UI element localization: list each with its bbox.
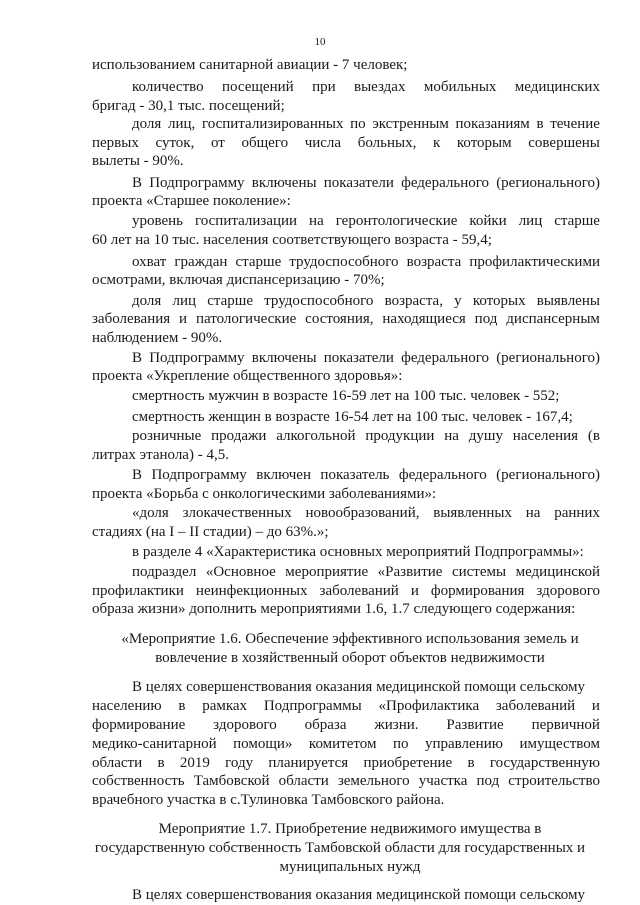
word: федерального (401, 350, 489, 366)
word: населения (512, 428, 579, 444)
text-line (132, 78, 600, 96)
word: трудоспособного (264, 293, 374, 309)
word: включены (251, 350, 317, 366)
word: неинфекционных (195, 583, 308, 599)
text-line: Мероприятие 1.7. Приобретение недвижимого имущества в (158, 821, 542, 837)
word: экстренным (372, 116, 449, 132)
text-line: государственную собственность Тамбовской области для государственных и (94, 840, 586, 856)
page-number: 10 (314, 36, 326, 48)
text-line (92, 582, 600, 600)
word: здорового (536, 583, 600, 599)
word: при (312, 79, 336, 95)
word: доля (132, 293, 162, 309)
word: диспансерным (506, 311, 600, 327)
word: «Развитие (377, 564, 443, 580)
word: койки (469, 213, 507, 229)
word: В (132, 350, 143, 366)
word: старше (207, 293, 253, 309)
text-line: В целях совершенствования оказания медицинской помощи сельскому (132, 679, 585, 695)
word: лиц (518, 213, 543, 229)
text-line (132, 466, 600, 484)
word: имуществом (519, 736, 600, 752)
text-line: В целях совершенствования оказания медицинской помощи сельскому (132, 887, 585, 903)
word: алкогольной (276, 428, 356, 444)
word: количество (132, 79, 204, 95)
word: к (432, 135, 441, 151)
text-line (132, 292, 600, 310)
word: охват (132, 254, 167, 270)
word: системы (451, 564, 507, 580)
word: в (178, 698, 186, 714)
word: по (392, 736, 409, 752)
text-line: наблюдением - 90%. (92, 330, 223, 346)
text-line (92, 310, 600, 328)
word: выездах (354, 79, 406, 95)
word: 2019 (179, 755, 210, 771)
word: показатель (320, 467, 390, 483)
word: здорового (213, 717, 277, 733)
text-line: бригад - 30,1 тыс. посещений; (92, 98, 285, 114)
word: рамках (202, 698, 248, 714)
word: мобильных (423, 79, 497, 95)
word: суток, (155, 135, 195, 151)
text-line (92, 716, 600, 734)
word: на (444, 428, 459, 444)
text-line: проекта «Борьба с онкологическими заболеваниями»: (92, 486, 437, 502)
word: федерального (401, 175, 489, 191)
word: федерального (398, 467, 487, 483)
word: земельного (337, 773, 410, 789)
word: профилактики (92, 583, 184, 599)
word: состояния, (305, 311, 374, 327)
word: показатели (323, 175, 394, 191)
word: доля (132, 116, 162, 132)
word: и (591, 698, 600, 714)
word: показатели (323, 350, 394, 366)
text-line: муниципальных нужд (279, 859, 421, 875)
text-line: смертность мужчин в возрасте 16-59 лет на 100 тыс. человек - 552; (132, 388, 560, 404)
text-line: осмотрами, включая диспансеризацию - 70%; (92, 272, 385, 288)
text-line: «Мероприятие 1.6. Обеспечение эффективного использования земель и (121, 631, 579, 647)
text-line (92, 754, 600, 772)
text-line: использованием санитарной авиации - 7 человек; (92, 57, 408, 73)
word: В (132, 467, 143, 483)
word: душу (468, 428, 503, 444)
text-line (132, 212, 600, 230)
word: управлению (424, 736, 503, 752)
text-line: стадиях (на I – II стадии) – до 63%.»; (92, 524, 329, 540)
word: под (476, 773, 500, 789)
word: в (467, 755, 475, 771)
word: в (536, 116, 544, 132)
word: старше (554, 213, 600, 229)
word: старше (235, 254, 282, 270)
word: медико-санитарной (92, 736, 217, 752)
word: медицинских (514, 79, 600, 95)
word: государственную (489, 755, 600, 771)
word: Подпрограмму (151, 467, 247, 483)
word: под (474, 311, 498, 327)
text-line: проекта «Старшее поколение»: (92, 193, 291, 209)
word: профилактическими (469, 254, 600, 270)
text-line (132, 174, 600, 192)
word: на (525, 505, 541, 521)
word: заболеваний (495, 698, 576, 714)
word: Тамбовской (193, 773, 270, 789)
word: лиц (172, 293, 197, 309)
word: (в (587, 428, 600, 444)
text-line (132, 427, 600, 445)
word: Развитие (446, 717, 504, 733)
word: Подпрограмму (149, 175, 245, 191)
word: Подпрограммы (263, 698, 362, 714)
word: заболевания (92, 311, 171, 327)
word: образа (304, 717, 347, 733)
word: (регионального) (496, 350, 600, 366)
word: населению (92, 698, 162, 714)
text-line (92, 134, 600, 152)
text-line: вылеты - 90%. (92, 153, 184, 169)
text-line: врачебного участка в с.Тулиновка Тамбовского района. (92, 792, 445, 808)
word: на (309, 213, 324, 229)
word: строительство (508, 773, 600, 789)
word: новообразований, (305, 505, 420, 521)
word: заболеваний (319, 583, 399, 599)
word: которым (456, 135, 512, 151)
word: патологические (195, 311, 297, 327)
word: включены (251, 175, 317, 191)
word: злокачественных (182, 505, 292, 521)
word: «Основное (205, 564, 276, 580)
text-line: вовлечение в хозяйственный оборот объектов недвижимости (155, 650, 545, 666)
word: от (210, 135, 225, 151)
word: находящиеся (382, 311, 466, 327)
word: продукции (365, 428, 435, 444)
word: комитетом (308, 736, 377, 752)
word: возраста (406, 254, 462, 270)
text-line (132, 253, 600, 271)
text-line: смертность женщин в возрасте 16-54 лет на 100 тыс. человек - 167,4; (132, 409, 573, 425)
word: лиц, (167, 116, 196, 132)
word: выявленных (433, 505, 512, 521)
word: больных, (357, 135, 417, 151)
text-line (132, 349, 600, 367)
word: Подпрограмму (149, 350, 245, 366)
word: В (132, 175, 143, 191)
word: общего (241, 135, 289, 151)
word: и (410, 583, 419, 599)
word: трудоспособного (289, 254, 399, 270)
word: области (278, 773, 329, 789)
text-line (92, 772, 600, 790)
word: приобретение (363, 755, 453, 771)
word: выявлены (536, 293, 600, 309)
word: включен (256, 467, 311, 483)
word: первичной (531, 717, 600, 733)
word: которых (472, 293, 526, 309)
word: геронтологические (335, 213, 458, 229)
text-line (92, 697, 600, 715)
word: течение (550, 116, 600, 132)
word: в (157, 755, 165, 771)
word: госпитализированных (201, 116, 344, 132)
word: формирование (92, 717, 186, 733)
word: планируется (268, 755, 349, 771)
word: уровень (132, 213, 184, 229)
word: подраздел (132, 564, 197, 580)
word: собственность (92, 773, 185, 789)
text-line (132, 504, 600, 522)
text-line (92, 735, 600, 753)
word: показаниям (455, 116, 530, 132)
text-line: 60 лет на 10 тыс. населения соответствующего возраста - 59,4; (92, 232, 492, 248)
text-line (132, 115, 600, 133)
word: у (454, 293, 462, 309)
word: госпитализации (195, 213, 298, 229)
word: совершены (528, 135, 600, 151)
word: первых (92, 135, 139, 151)
word: граждан (174, 254, 228, 270)
word: (регионального) (496, 467, 600, 483)
word: медицинской (515, 564, 600, 580)
word: продажи (211, 428, 267, 444)
word: (регионального) (496, 175, 600, 191)
word: участка (418, 773, 468, 789)
word: формирования (430, 583, 525, 599)
word: ранних (554, 505, 600, 521)
text-line (132, 563, 600, 581)
word: посещений (221, 79, 294, 95)
word: розничные (132, 428, 202, 444)
text-line: в разделе 4 «Характеристика основных мероприятий Подпрограммы»: (132, 544, 584, 560)
word: «доля (132, 505, 169, 521)
text-line: образа жизни» дополнить мероприятиями 1.6, 1.7 следующего содержания: (92, 601, 576, 617)
word: области (92, 755, 143, 771)
word: по (350, 116, 366, 132)
word: и (179, 311, 188, 327)
text-line: литрах этанола) - 4,5. (92, 447, 229, 463)
word: помощи» (233, 736, 293, 752)
word: жизни. (374, 717, 419, 733)
word: «Профилактика (378, 698, 480, 714)
text-line: проекта «Укрепление общественного здоровья»: (92, 368, 403, 384)
word: числа (304, 135, 342, 151)
word: мероприятие (285, 564, 369, 580)
word: году (225, 755, 254, 771)
word: возраста, (384, 293, 443, 309)
